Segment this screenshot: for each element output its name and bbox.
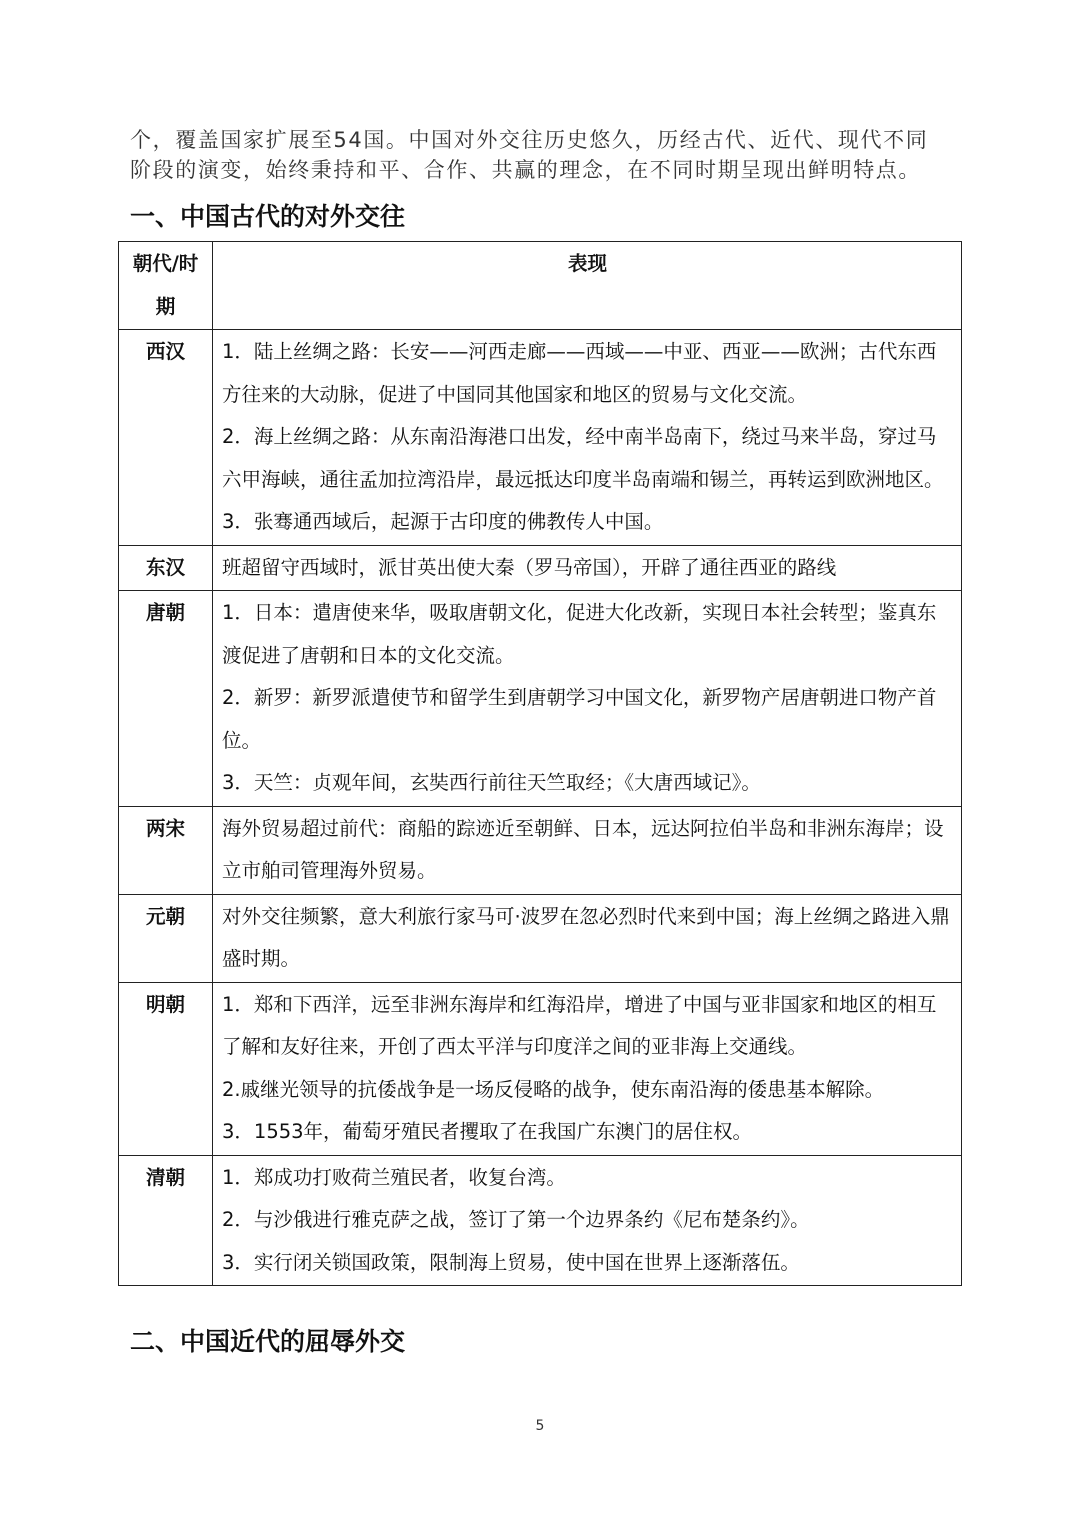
- content-item: 2．新罗：新罗派遣使节和留学生到唐朝学习中国文化，新罗物产居唐朝进口物产首位。: [222, 686, 937, 752]
- table-header-row: [119, 242, 962, 330]
- page-number: 5: [535, 1418, 545, 1434]
- content-item: 班超留守西域时，派甘英出使大秦（罗马帝国），开辟了通往西亚的路线: [222, 555, 837, 579]
- period-cell: 清朝: [119, 1155, 213, 1286]
- content-cell: [213, 545, 962, 591]
- section-1-title: 一、中国古代的对外交往: [130, 202, 406, 231]
- content-item: 1．日本：遣唐使来华，吸取唐朝文化，促进大化改新，实现日本社会转型；鉴真东渡促进了唐朝和日本的文化交流。: [222, 601, 937, 667]
- table-row: [119, 1155, 962, 1286]
- intro-line-2: 阶段的演变，始终秉持和平、合作、共赢的理念，在不同时期呈现出鲜明特点。: [130, 158, 921, 182]
- table-row: [119, 894, 962, 982]
- content-item: 1．陆上丝绸之路：长安——河西走廊——西域——中亚、西亚——欧洲；古代东西方往来的大动脉，促进了中国同其他国家和地区的贸易与文化交流。: [222, 340, 937, 406]
- content-item: 3．天竺：贞观年间，玄奘西行前往天竺取经；《大唐西域记》。: [222, 771, 761, 794]
- content-item: 3．1553年，葡萄牙殖民者攫取了在我国广东澳门的居住权。: [222, 1120, 753, 1143]
- content-item: 对外交往频繁，意大利旅行家马可·波罗在忽必烈时代来到中国；海上丝绸之路进入鼎盛时期。: [222, 904, 950, 970]
- table-body: [119, 330, 962, 1286]
- table-row: [119, 545, 962, 591]
- content-item: 1．郑和下西洋，远至非洲东海岸和红海沿岸，增进了中国与亚非国家和地区的相互了解和友好往来，开创了西太平洋与印度洋之间的亚非海上交通线。: [222, 992, 937, 1058]
- content-cell: [213, 591, 962, 807]
- content-cell: [213, 1155, 962, 1286]
- content-cell: [213, 982, 962, 1155]
- table-row: [119, 591, 962, 807]
- period-cell: 唐朝: [119, 591, 213, 807]
- table-row: [119, 982, 962, 1155]
- content-cell: [213, 806, 962, 894]
- intro-paragraph: [130, 125, 960, 185]
- content-item: 2.戚继光领导的抗倭战争是一场反侵略的战争，使东南沿海的倭患基本解除。: [222, 1077, 885, 1101]
- content-item: 1．郑成功打败荷兰殖民者，收复台湾。: [222, 1165, 566, 1189]
- content-item: 海外贸易超过前代：商船的踪迹近至朝鲜、日本，远达阿拉伯半岛和非洲东海岸；设立市舶司管理海外贸易。: [222, 816, 944, 882]
- content-item: 2．海上丝绸之路：从东南沿海港口出发，经中南半岛南下，绕过马来半岛，穿过马六甲海峡，通往孟加拉湾沿岸，最远抵达印度半岛南端和锡兰，再转运到欧洲地区。: [222, 425, 944, 491]
- header-content: 表现: [213, 242, 962, 330]
- section-2-title: 二、中国近代的屈辱外交: [130, 1327, 406, 1356]
- period-cell: 两宋: [119, 806, 213, 894]
- header-period: 朝代/时期: [119, 242, 213, 330]
- table-row: [119, 330, 962, 546]
- content-item: 3．张骞通西域后，起源于古印度的佛教传人中国。: [222, 510, 664, 533]
- content-item: 3．实行闭关锁国政策，限制海上贸易，使中国在世界上逐渐落伍。: [222, 1250, 800, 1274]
- content-cell: [213, 330, 962, 546]
- content-cell: [213, 894, 962, 982]
- dynasty-table: [118, 241, 962, 1286]
- period-cell: 东汉: [119, 545, 213, 591]
- period-cell: 西汉: [119, 330, 213, 546]
- period-cell: 明朝: [119, 982, 213, 1155]
- table-row: [119, 806, 962, 894]
- period-cell: 元朝: [119, 894, 213, 982]
- intro-line-1: 个，覆盖国家扩展至54国。中国对外交往历史悠久，历经古代、近代、现代不同: [130, 128, 929, 152]
- content-item: 2．与沙俄进行雅克萨之战，签订了第一个边界条约《尼布楚条约》。: [222, 1208, 810, 1231]
